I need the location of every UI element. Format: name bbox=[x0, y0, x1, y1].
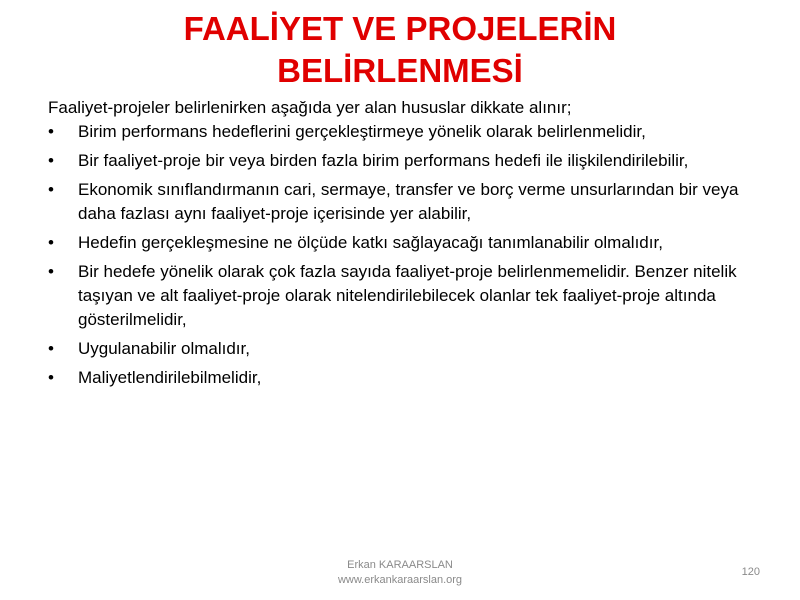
bullet-item bbox=[48, 149, 768, 173]
bullet-icon: • bbox=[48, 368, 54, 387]
bullet-icon: • bbox=[48, 262, 54, 281]
bullet-icon: • bbox=[48, 180, 54, 199]
bullet-text: Birim performans hedeflerini gerçekleştirmeye yönelik olarak belirlenmelidir, bbox=[78, 122, 646, 141]
bullet-icon: • bbox=[48, 233, 54, 252]
footer-author: Erkan KARAARSLAN bbox=[347, 559, 453, 571]
bullet-item bbox=[48, 337, 768, 361]
bullet-item bbox=[48, 178, 768, 226]
bullet-text: Ekonomik sınıflandırmanın cari, sermaye, transfer ve borç verme unsurlarından bir veya daha fazlası aynı faaliyet-proje içerisinde yer alabilir, bbox=[78, 180, 739, 223]
bullet-list bbox=[48, 120, 768, 395]
bullet-text: Hedefin gerçekleşmesine ne ölçüde katkı sağlayacağı tanımlanabilir olmalıdır, bbox=[78, 233, 663, 252]
page-number: 120 bbox=[741, 566, 760, 578]
slide-title-line-1: FAALİYET VE PROJELERİN bbox=[183, 10, 617, 47]
bullet-text: Uygulanabilir olmalıdır, bbox=[78, 339, 250, 358]
bullet-text: Maliyetlendirilebilmelidir, bbox=[78, 368, 262, 387]
footer bbox=[300, 558, 500, 588]
slide-title-line-2: BELİRLENMESİ bbox=[277, 52, 523, 89]
bullet-item bbox=[48, 260, 768, 332]
bullet-item bbox=[48, 366, 768, 390]
bullet-icon: • bbox=[48, 339, 54, 358]
slide-title bbox=[40, 8, 760, 92]
bullet-item bbox=[48, 231, 768, 255]
bullet-item bbox=[48, 120, 768, 144]
bullet-icon: • bbox=[48, 122, 54, 141]
bullet-text: Bir hedefe yönelik olarak çok fazla sayıda faaliyet-proje belirlenmemelidir. Benzer nitelik taşıyan ve alt faaliyet-proje olarak nitelendirilebilecek olanlar tek faaliyet-proje altında gösterilmelidir, bbox=[78, 262, 737, 329]
bullet-text: Bir faaliyet-proje bir veya birden fazla birim performans hedefi ile ilişkilendirilebilir, bbox=[78, 151, 689, 170]
intro-text: Faaliyet-projeler belirlenirken aşağıda yer alan hususlar dikkate alınır; bbox=[48, 98, 572, 117]
footer-website: www.erkankaraarslan.org bbox=[337, 574, 463, 586]
bullet-icon: • bbox=[48, 151, 54, 170]
